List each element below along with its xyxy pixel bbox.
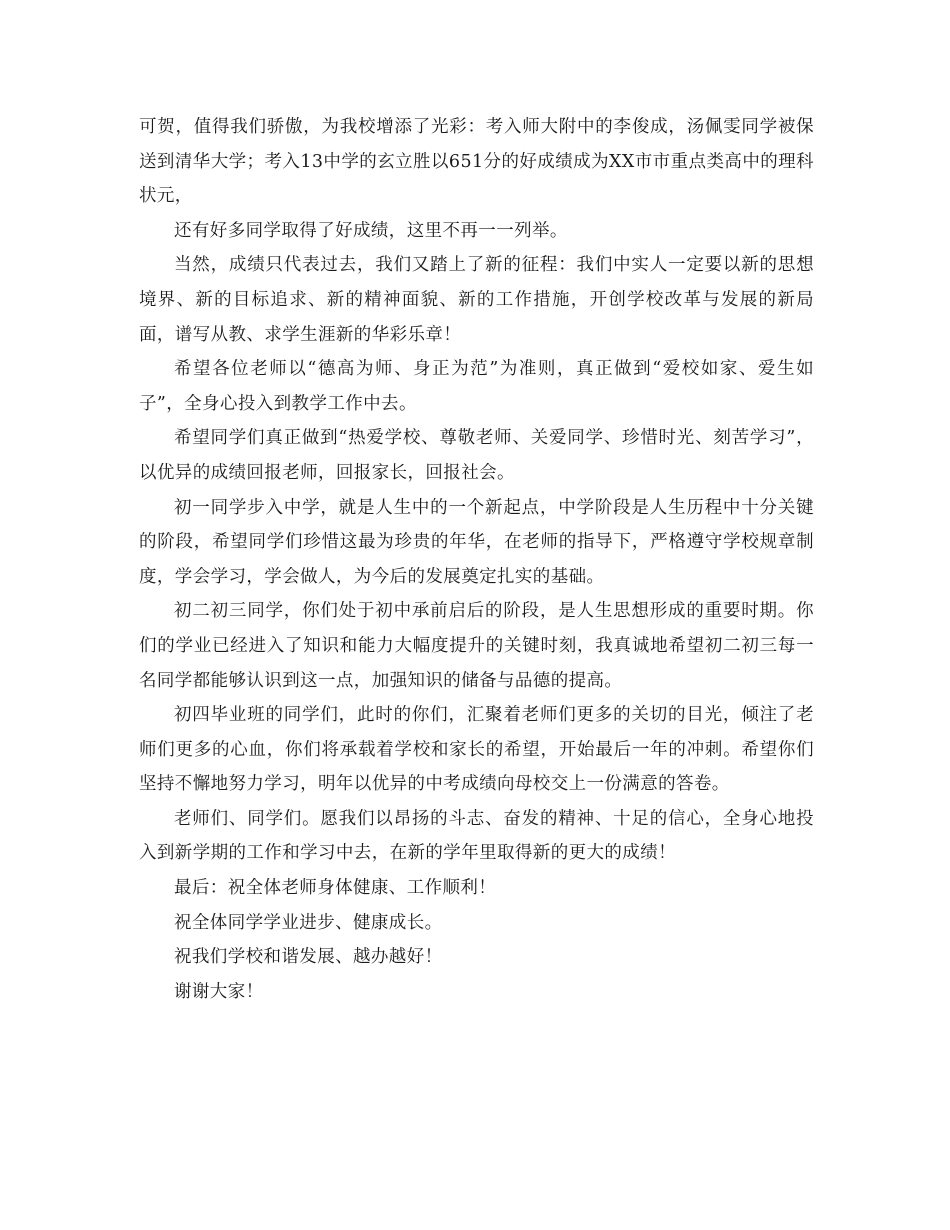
- paragraph: 初一同学步入中学，就是人生中的一个新起点，中学阶段是人生历程中十分关键的阶段，希望同学们珍惜这最为珍贵的年华，在老师的指导下，严格遵守学校规章制度，学会学习，学会做人，为今后的发展奠定扎实的基础。: [139, 497, 814, 587]
- closing-wish: 最后：祝全体老师身体健康、工作顺利！: [174, 878, 497, 899]
- paragraph: 希望各位老师以“德高为师、身正为范”为准则，真正做到“爱校如家、爱生如子”，全身心投入到教学工作中去。: [139, 359, 814, 414]
- paragraph: 初二初三同学，你们处于初中承前启后的阶段，是人生思想形成的重要时期。你们的学业已经进入了知识和能力大幅度提升的关键时刻，我真诚地希望初二初三每一名同学都能够认识到这一点，加强知识的储备与品德的提高。: [139, 601, 814, 691]
- paragraph: 老师们、同学们。愿我们以昂扬的斗志、奋发的精神、十足的信心，全身心地投入到新学期的工作和学习中去，在新的学年里取得新的更大的成绩！: [139, 808, 814, 864]
- paragraph-continuation: 可贺，值得我们骄傲，为我校增添了光彩：考入师大附中的李俊成，汤佩雯同学被保送到清华大学；考入13中学的玄立胜以651分的好成绩成为XX市市重点类高中的理科状元，: [139, 117, 814, 207]
- closing-wish: 祝我们学校和谐发展、越办越好！: [174, 947, 443, 968]
- paragraph: 希望同学们真正做到“热爱学校、尊敬老师、关爱同学、珍惜时光、刻苦学习”，以优异的成绩回报老师，回报家长，回报社会。: [139, 428, 814, 483]
- closing-thanks: 谢谢大家！: [174, 981, 264, 1002]
- paragraph: 还有好多同学取得了好成绩，这里不再一一列举。: [174, 220, 568, 241]
- closing-wish: 祝全体同学学业进步、健康成长。: [174, 912, 443, 933]
- paragraph: 初四毕业班的同学们，此时的你们，汇聚着老师们更多的关切的目光，倾注了老师们更多的心血，你们将承载着学校和家长的希望，开始最后一年的冲刺。希望你们坚持不懈地努力学习，明年以优异的中考成绩向母校交上一份满意的答卷。: [139, 705, 814, 795]
- document-body: [139, 110, 814, 1009]
- paragraph: 当然，成绩只代表过去，我们又踏上了新的征程：我们中实人一定要以新的思想境界、新的目标追求、新的精神面貌、新的工作措施，开创学校改革与发展的新局面，谱写从教、求学生涯新的华彩乐章！: [139, 255, 814, 345]
